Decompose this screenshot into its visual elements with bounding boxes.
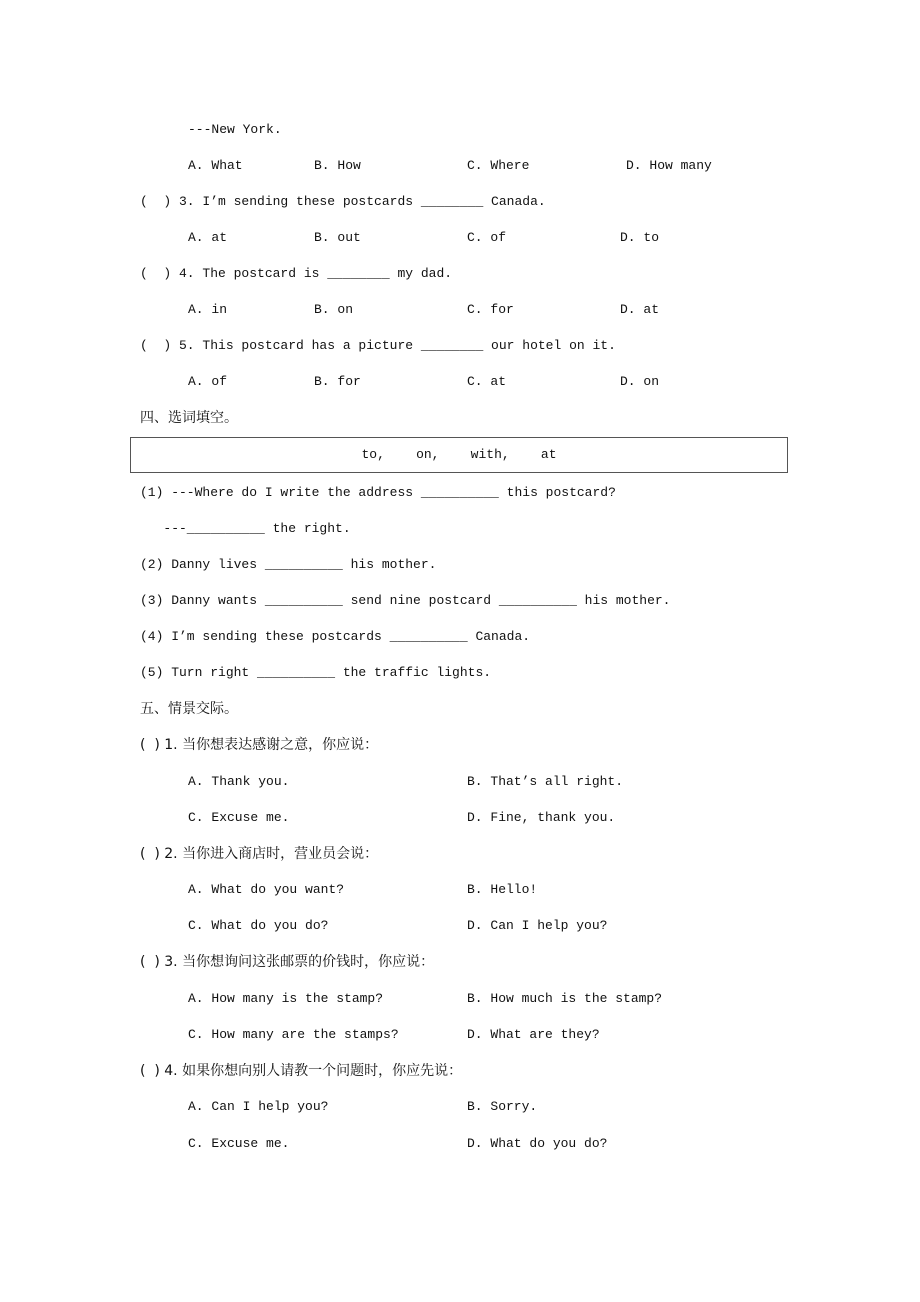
option-d: D. How many (626, 158, 712, 173)
question-5: ( ) 5. This postcard has a picture ________ our hotel on it. (140, 338, 616, 353)
question-4: ( ) 4. The postcard is ________ my dad. (140, 266, 453, 281)
option-b: B. out (314, 230, 361, 245)
option-b: B. That’s all right. (467, 774, 624, 789)
option-c: C. for (467, 302, 514, 317)
option-a: A. of (188, 374, 228, 389)
option-d: D. What do you do? (467, 1136, 608, 1151)
option-c: C. Excuse me. (188, 810, 290, 825)
option-b: B. Hello! (467, 882, 538, 897)
option-b: B. for (314, 374, 361, 389)
option-d: D. to (620, 230, 660, 245)
option-a: A. What (188, 158, 243, 173)
section-5-title: 五、情景交际。 (140, 701, 238, 717)
option-c: C. What do you do? (188, 918, 329, 933)
option-c: C. of (467, 230, 507, 245)
option-c: C. Where (467, 158, 530, 173)
option-d: D. on (620, 374, 660, 389)
dialogue-question: ( ) 4. 如果你想向别人请教一个问题时，你应先说： (140, 1063, 463, 1079)
option-b: B. How (314, 158, 361, 173)
option-a: A. What do you want? (188, 882, 345, 897)
section-4-title: 四、选词填空。 (140, 410, 238, 426)
option-a: A. Thank you. (188, 774, 290, 789)
option-b: B. How much is the stamp? (467, 991, 663, 1006)
option-b: B. on (314, 302, 354, 317)
option-d: D. Can I help you? (467, 918, 608, 933)
option-a: A. Can I help you? (188, 1099, 329, 1114)
option-a: A. in (188, 302, 228, 317)
word-bank: to, on, with, at (130, 437, 788, 473)
option-c: C. Excuse me. (188, 1136, 290, 1151)
dialogue-question: ( ) 3. 当你想询问这张邮票的价钱时，你应说： (140, 954, 435, 970)
option-b: B. Sorry. (467, 1099, 538, 1114)
option-d: D. Fine, thank you. (467, 810, 616, 825)
answer-line: ---New York. (188, 122, 282, 137)
dialogue-question: ( ) 1. 当你想表达感谢之意，你应说： (140, 737, 379, 753)
option-d: D. What are they? (467, 1027, 600, 1042)
fill-item: (2) Danny lives __________ his mother. (140, 557, 437, 572)
dialogue-question: ( ) 2. 当你进入商店时，营业员会说： (140, 846, 379, 862)
option-a: A. How many is the stamp? (188, 991, 384, 1006)
option-a: A. at (188, 230, 228, 245)
fill-item: (5) Turn right __________ the traffic lights. (140, 665, 492, 680)
fill-item: (4) I’m sending these postcards __________ Canada. (140, 629, 531, 644)
fill-item: ---__________ the right. (140, 521, 351, 536)
option-c: C. at (467, 374, 507, 389)
fill-item: (3) Danny wants __________ send nine postcard __________ his mother. (140, 593, 671, 608)
fill-item: (1) ---Where do I write the address __________ this postcard? (140, 485, 616, 500)
question-3: ( ) 3. I’m sending these postcards ________ Canada. (140, 194, 546, 209)
option-c: C. How many are the stamps? (188, 1027, 399, 1042)
option-d: D. at (620, 302, 660, 317)
